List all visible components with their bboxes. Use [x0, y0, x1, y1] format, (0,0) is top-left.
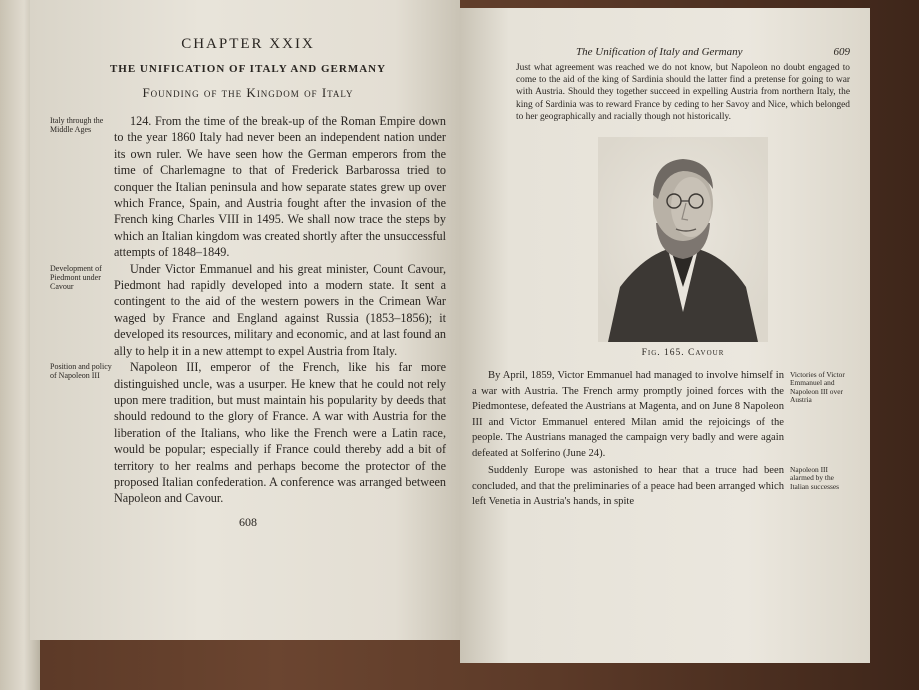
paragraph-italy-middle-ages [50, 113, 446, 261]
paragraph-napoleon-iii [50, 359, 446, 507]
right-page [460, 8, 870, 663]
page-number-left: 608 [239, 514, 257, 529]
chapter-title: THE UNIFICATION OF ITALY AND GERMANY [109, 63, 387, 75]
running-head-title: The Unification of Italy and Germany [576, 46, 743, 58]
paragraph-text: Napoleon III, emperor of the French, like his far more distinguished uncle, was a usurper. He knew that he could not rely upon mere tradition, but must maintain his popularity by deeds that should redound to the glory of France. A war with Austria for the liberation of the Italians, who like the French were a Latin race, would be popular; especially if France could thereby add a bit of territory to her realms and perhaps become the protector of the proposed Italian confederation. A conference was arranged between Napoleon and Cavour. [114, 360, 446, 506]
figure-caption: Fig. 165. Cavour [641, 348, 725, 359]
page-number-right: 609 [833, 46, 850, 58]
side-note: Development of Piedmont under Cavour [50, 263, 102, 291]
chapter-heading: CHAPTER XXIX [181, 36, 315, 52]
side-note: Napoleon III alarmed by the Italian successes [790, 465, 840, 491]
side-note: Victories of Victor Emmanuel and Napoleon III over Austria [790, 370, 845, 405]
paragraph-truce [472, 463, 850, 510]
side-note: Italy through the Middle Ages [50, 116, 104, 134]
section-subtitle: Founding of the Kingdom of Italy [142, 85, 354, 100]
intro-paragraph: Just what agreement was reached we do not know, but Napoleon no doubt engaged to come to the aid of the king of Sardinia should the latter find a pretense for going to war with Austria. Should they together succeed in expelling Austria from northern Italy, the king of Sardinia was to reward France by ceding to her Savoy and Nice, which belonged to her geographically and racially though not historically. [516, 63, 850, 122]
figure [516, 137, 850, 358]
paragraph-text: By April, 1859, Victor Emmanuel had managed to involve himself in a war with Austria. The French army promptly joined forces with the Piedmontese, defeated the Austrians at Magenta, and on June 8 Napoleon III and Victor Emmanuel entered Milan amid the rejoicings of the people. The Austrians managed the campaign very badly and were again defeated at Solferino (June 24). [472, 370, 784, 459]
paragraph-text: Under Victor Emmanuel and his great minister, Count Cavour, Piedmont had rapidly developed into a modern state. It sent a contingent to the aid of the western powers in the Crimean War waged by France and England against Russia (1853–1856); it developed its resources, military and economic, and at last found an ally to help it in a new attempt to expel Austria from Italy. [114, 261, 446, 358]
running-head [576, 46, 850, 58]
left-page [30, 0, 460, 640]
paragraph-victories [472, 368, 850, 461]
paragraph-text: Suddenly Europe was astonished to hear that a truce had been concluded, and that the preliminaries of a peace had been arranged which left Venetia in Austria's hands, in spite [472, 465, 784, 508]
right-body [472, 368, 850, 510]
cavour-portrait-icon [598, 137, 768, 342]
paragraph-text: 124. From the time of the break-up of the Roman Empire down to the year 1860 Italy had never been an independent nation under its own ruler. We have seen how the German emperors from the time of Charlemagne to that of Frederick Barbarossa tried to conquer the Italian peninsula and how separate states grew up over which France, Spain, and Austria fought after the invasion of the French king Charles VIII in 1495. We shall now trace the steps by which an Italian kingdom was created shortly after the unsuccessful attempts of 1848–1849. [114, 114, 446, 260]
side-note: Position and policy of Napoleon III [50, 362, 112, 381]
paragraph-piedmont [50, 261, 446, 359]
